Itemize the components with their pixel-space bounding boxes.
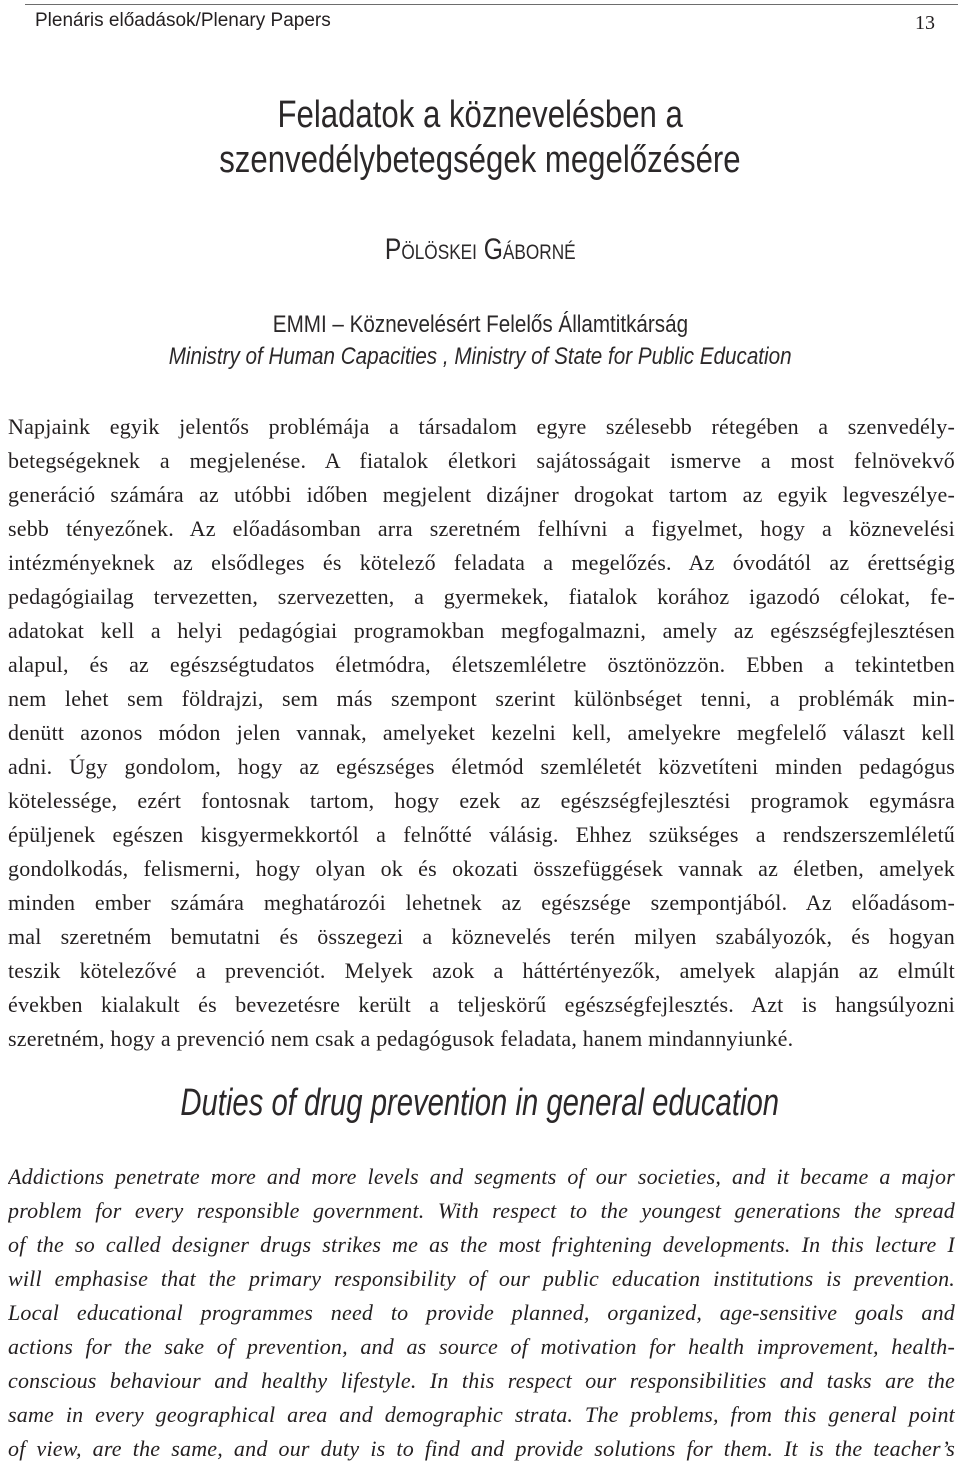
abstract-en-line: actions for the sake of prevention, and as source of motivation for health improvement, health- <box>8 1334 955 1359</box>
abstract-en-line: conscious behaviour and healthy lifestyle. In this respect our responsibilities and tasks are the <box>8 1368 955 1393</box>
paper-title-line-2-text: szenvedélybetegségek megelőzésére <box>219 139 741 181</box>
abstract-hu-line: gondolkodás, felismerni, hogy olyan ok és okozati összefüggések vannak az életben, amelyek <box>8 856 955 881</box>
paper-title-line-1 <box>0 93 960 137</box>
abstract-hu-line: adni. Úgy gondolom, hogy az egészséges életmód szemléletét közvetíteni minden pedagógus <box>8 754 955 779</box>
paper-title-line-2 <box>0 138 960 182</box>
abstract-hu-line: denütt azonos módon jelen vannak, amelyeket kezelni kell, amelyekre megfelelő választ kell <box>8 720 955 745</box>
abstract-hu-line: adatokat kell a helyi pedagógiai programokban megfogalmazni, amely az egészségfejlesztésen <box>8 618 955 643</box>
abstract-hu-line: betegségeknek a megjelenése. A fiatalok életkori sajátosságait ismerve a most felnövekvő <box>8 448 955 473</box>
affiliation-hungarian <box>0 309 960 341</box>
english-title <box>0 1080 960 1126</box>
abstract-hu-line: minden ember számára meghatározói lehetnek az egészsége szempontjából. Az előadásom- <box>8 890 955 915</box>
abstract-hu-line: alapul, és az egészségtudatos életmódra, életszemléletre ösztönözzön. Ebben a tekintetben <box>8 652 955 677</box>
affiliation-hungarian-text: EMMI – Köznevelésért Felelős Államtitkárság <box>272 311 688 338</box>
abstract-en-line: of view, are the same, and our duty is to find and provide solutions for them. It is the teacher’s <box>8 1436 955 1461</box>
english-title-text: Duties of drug prevention in general education <box>180 1082 780 1124</box>
abstract-en-line: Local educational programmes need to provide planned, organized, age-sensitive goals and <box>8 1300 955 1325</box>
abstract-hu-line: pedagógiailag tervezetten, szervezetten, a gyermekek, fiatalok korához igazodó célokat, fe- <box>8 584 955 609</box>
abstract-hu-line: épüljenek egészen kisgyermekkortól a felnőtté válásig. Ehhez szükséges a rendszerszemléletű <box>8 822 955 847</box>
abstract-hu-line: szeretném, hogy a prevenció nem csak a pedagógusok feladata, hanem mindannyiunké. <box>8 1026 794 1051</box>
abstract-en-line: will emphasise that the primary responsibility of our public education institutions is prevention. <box>8 1266 955 1291</box>
abstract-hu-line: intézményeknek az elsődleges és kötelező feladata a megelőzés. Az óvodától az érettségig <box>8 550 955 575</box>
paper-title-line-1-text: Feladatok a köznevelésben a <box>277 94 683 136</box>
affiliation-english <box>0 341 960 373</box>
abstract-en-line: Addictions penetrate more and more levels and segments of our societies, and it became a major <box>8 1164 955 1189</box>
author-name-text: Pölöskei Gáborné <box>384 233 576 266</box>
page-number: 13 <box>915 12 935 34</box>
abstract-hu-line: kötelessége, ezért fontosnak tartom, hogy ezek az egészségfejlesztési programok egymásra <box>8 788 955 813</box>
abstract-en-line: same in every geographical area and demographic strata. The problems, from this general point <box>8 1402 955 1427</box>
abstract-hungarian <box>8 410 955 1056</box>
abstract-hu-line: sebb tényezőnek. Az előadásomban arra szeretném felhívni a figyelmet, hogy a köznevelési <box>8 516 955 541</box>
author-name <box>0 232 960 268</box>
affiliation-english-text: Ministry of Human Capacities , Ministry of State for Public Education <box>168 343 792 370</box>
abstract-hu-line: generáció számára az utóbbi időben megjelent dizájner drogokat tartom az egyik legveszélye- <box>8 482 955 507</box>
header-rule <box>25 4 958 5</box>
abstract-hu-line: nem lehet sem földrajzi, sem más szempont szerint különbséget tenni, a problémák min- <box>8 686 955 711</box>
abstract-hu-line: mal szeretném bemutatni és összegezi a köznevelés terén milyen szabályozók, és hogyan <box>8 924 955 949</box>
abstract-english <box>8 1160 955 1466</box>
abstract-en-line: problem for every responsible government. With respect to the youngest generations the spread <box>8 1198 955 1223</box>
abstract-hu-line: teszik kötelezővé a prevenciót. Melyek azok a háttértényezők, amelyek alapján az elmúlt <box>8 958 955 983</box>
abstract-en-line: of the so called designer drugs strikes me as the most frightening developments. In this lecture I <box>8 1232 955 1257</box>
running-header-section: Plenáris előadások/Plenary Papers <box>35 10 331 31</box>
abstract-hu-line: Napjaink egyik jelentős problémája a társadalom egyre szélesebb rétegében a szenvedély- <box>8 414 955 439</box>
abstract-hu-line: években kialakult és bevezetésre került a teljeskörű egészségfejlesztés. Azt is hangsúlyozni <box>8 992 955 1017</box>
